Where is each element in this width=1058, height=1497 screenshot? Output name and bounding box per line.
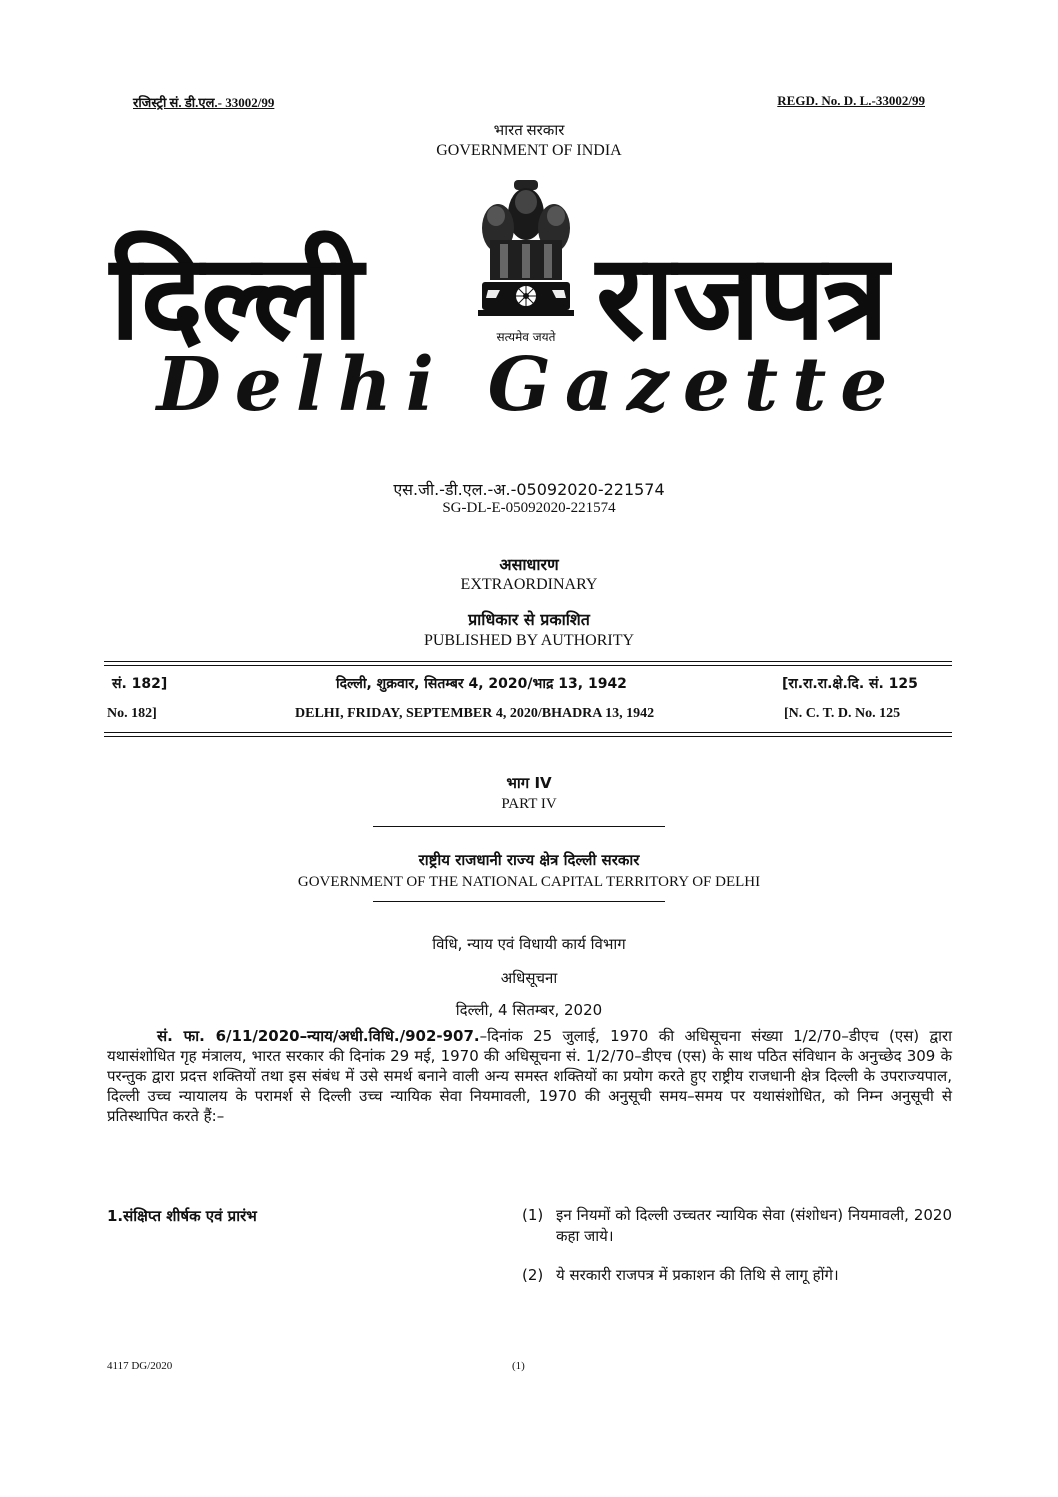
part-english: PART IV bbox=[501, 796, 557, 812]
rule-item-text: ये सरकारी राजपत्र में प्रकाशन की तिथि से लागू होंगे। bbox=[556, 1266, 839, 1284]
rule-item-number: (2) bbox=[522, 1266, 544, 1284]
rule-item-text: इन नियमों को दिल्ली उच्चतर न्यायिक सेवा (संशोधन) नियमावली, 2020 कहा जाये। bbox=[556, 1206, 952, 1245]
nct-divider bbox=[373, 901, 665, 902]
published-by-authority-english: PUBLISHED BY AUTHORITY bbox=[423, 632, 635, 649]
issue-number-hindi: सं. 182] bbox=[112, 676, 168, 692]
issue-number-english: No. 182] bbox=[107, 706, 157, 721]
emblem-icon bbox=[470, 178, 582, 328]
banner-title-hindi-right: राजपत्र bbox=[596, 228, 887, 366]
notification-reference: सं. फा. 6/11/2020–न्याय/अधी.विधि./902-907. bbox=[157, 1027, 480, 1045]
emblem-motto: सत्यमेव जयते bbox=[496, 330, 556, 344]
extraordinary-english: EXTRAORDINARY bbox=[460, 576, 598, 593]
nctd-number-hindi: [रा.रा.रा.क्षे.दि. सं. 125 bbox=[782, 676, 918, 692]
notification-body bbox=[107, 1026, 952, 1126]
regd-number-english: REGD. No. D. L.-33002/99 bbox=[777, 93, 925, 108]
extraordinary-hindi: असाधारण bbox=[499, 555, 559, 574]
issue-date-english: DELHI, FRIDAY, SEPTEMBER 4, 2020/BHADRA 13, 1942 bbox=[295, 706, 655, 721]
national-emblem bbox=[470, 178, 582, 350]
issue-date-hindi: दिल्ली, शुक्रवार, सितम्बर 4, 2020/भाद्र 13, 1942 bbox=[336, 676, 627, 692]
govt-india-hindi: भारत सरकार bbox=[493, 123, 565, 139]
issue-rule-top-2 bbox=[104, 665, 952, 666]
nctd-number-english: [N. C. T. D. No. 125 bbox=[784, 706, 901, 721]
department-name: विधि, न्याय एवं विधायी कार्य विभाग bbox=[432, 935, 626, 953]
nct-govt-english: GOVERNMENT OF THE NATIONAL CAPITAL TERRITORY OF DELHI bbox=[297, 874, 761, 890]
nct-govt-hindi: राष्ट्रीय राजधानी राज्य क्षेत्र दिल्ली सरकार bbox=[418, 851, 640, 869]
issue-rule-top-1 bbox=[104, 661, 952, 662]
banner-title-english: Delhi Gazette bbox=[156, 342, 902, 428]
rule-item-number: (1) bbox=[522, 1206, 544, 1224]
regd-number-hindi: रजिस्ट्री सं. डी.एल.- 33002/99 bbox=[133, 95, 275, 110]
rule-heading: 1.संक्षिप्त शीर्षक एवं प्रारंभ bbox=[107, 1207, 257, 1225]
banner-title-hindi-left: दिल्ली bbox=[110, 228, 362, 366]
gazette-code-hindi: एस.जी.-डी.एल.-अ.-05092020-221574 bbox=[393, 480, 665, 499]
notification-title: अधिसूचना bbox=[500, 969, 558, 987]
part-hindi: भाग IV bbox=[506, 774, 552, 792]
footer-code: 4117 DG/2020 bbox=[107, 1360, 173, 1372]
published-by-authority-hindi: प्राधिकार से प्रकाशित bbox=[468, 610, 590, 629]
gazette-code-english: SG-DL-E-05092020-221574 bbox=[442, 500, 616, 516]
notification-body-text: –दिनांक 25 जुलाई, 1970 की अधिसूचना संख्या 1/2/70–डीएच (एस) द्वारा यथासंशोधित गृह मंत्रालय, भारत सरकार की दिनांक 29 मई, 1970 की अधिसूचना सं. 1/2/70–डीएच (एस) के साथ पठित संविधान के अनुच्छेद 309 के परन्तुक द्वारा प्रदत्त शक्तियों तथा इस संबंध में उसे समर्थ बनाने वाली अन्य समस्त शक्तियों का प्रयोग करते हुए राष्ट्रीय राजधानी क्षेत्र दिल्ली के उपराज्यपाल, दिल्ली उच्च न्यायालय के परामर्श से दिल्ली उच्च न्यायिक सेवा नियमावली, 1970 की अनुसूची समय–समय पर यथासंशोधित, को निम्न अनुसूची से प्रतिस्थापित करते हैं:– bbox=[107, 1027, 952, 1125]
issue-rule-bottom-2 bbox=[104, 736, 952, 737]
part-divider bbox=[373, 826, 665, 827]
govt-india-english: GOVERNMENT OF INDIA bbox=[436, 142, 622, 159]
issue-rule-bottom-1 bbox=[104, 732, 952, 733]
page-number: (1) bbox=[512, 1360, 525, 1372]
notification-date: दिल्ली, 4 सितम्बर, 2020 bbox=[455, 1001, 603, 1019]
